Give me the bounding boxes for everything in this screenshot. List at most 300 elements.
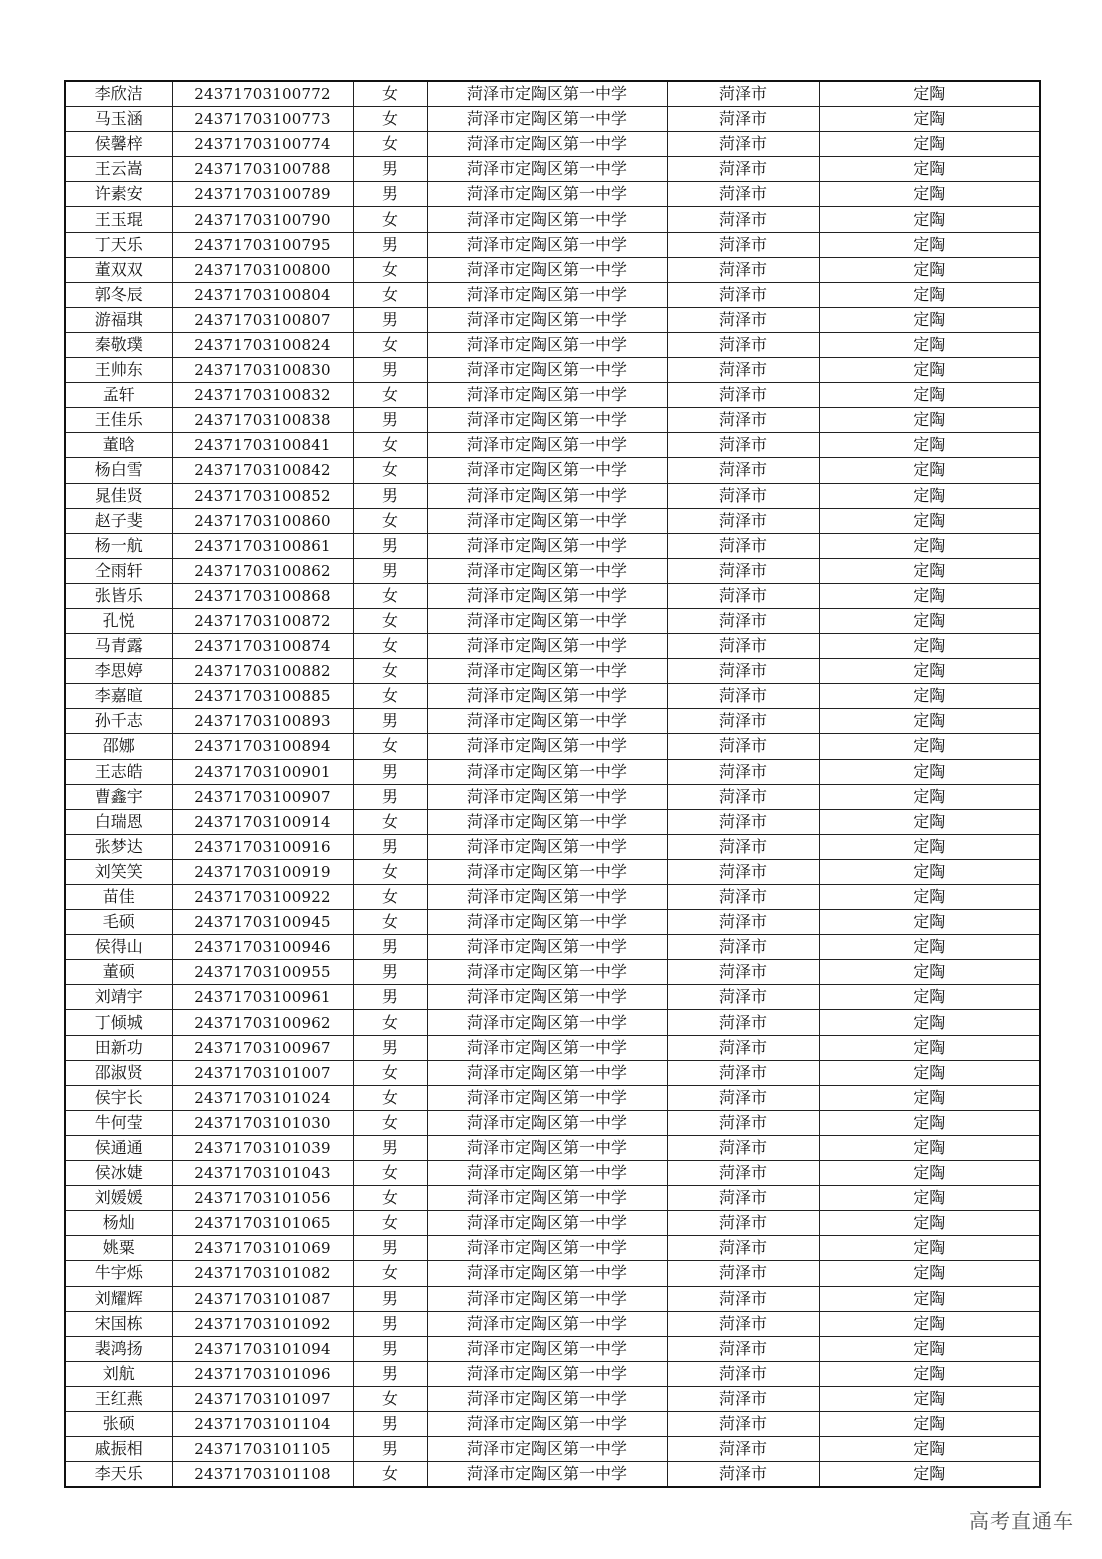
name-cell: 李天乐 [65, 1462, 172, 1488]
city-cell: 菏泽市 [667, 885, 819, 910]
name-cell: 张皆乐 [65, 583, 172, 608]
city-cell: 菏泽市 [667, 809, 819, 834]
name-cell: 侯得山 [65, 935, 172, 960]
gender-cell: 女 [353, 282, 427, 307]
table-row [65, 533, 1040, 558]
table-row [65, 458, 1040, 483]
gender-cell: 女 [353, 583, 427, 608]
table-row [65, 332, 1040, 357]
table-row [65, 1135, 1040, 1160]
gender-cell: 女 [353, 257, 427, 282]
table-row [65, 1462, 1040, 1488]
exam-id-cell: 24371703101024 [172, 1085, 353, 1110]
school-cell: 菏泽市定陶区第一中学 [427, 734, 667, 759]
city-cell: 菏泽市 [667, 985, 819, 1010]
gender-cell: 女 [353, 809, 427, 834]
school-cell: 菏泽市定陶区第一中学 [427, 483, 667, 508]
city-cell: 菏泽市 [667, 558, 819, 583]
school-cell: 菏泽市定陶区第一中学 [427, 508, 667, 533]
city-cell: 菏泽市 [667, 859, 819, 884]
name-cell: 邵娜 [65, 734, 172, 759]
name-cell: 杨灿 [65, 1211, 172, 1236]
district-cell: 定陶 [819, 634, 1040, 659]
exam-id-cell: 24371703100894 [172, 734, 353, 759]
district-cell: 定陶 [819, 859, 1040, 884]
district-cell: 定陶 [819, 1386, 1040, 1411]
gender-cell: 女 [353, 1462, 427, 1488]
table-row [65, 1261, 1040, 1286]
school-cell: 菏泽市定陶区第一中学 [427, 458, 667, 483]
district-cell: 定陶 [819, 1462, 1040, 1488]
gender-cell: 男 [353, 960, 427, 985]
name-cell: 侯宇长 [65, 1085, 172, 1110]
district-cell: 定陶 [819, 809, 1040, 834]
gender-cell: 女 [353, 1211, 427, 1236]
district-cell: 定陶 [819, 1286, 1040, 1311]
district-cell: 定陶 [819, 1035, 1040, 1060]
city-cell: 菏泽市 [667, 508, 819, 533]
name-cell: 许素安 [65, 182, 172, 207]
name-cell: 杨一航 [65, 533, 172, 558]
school-cell: 菏泽市定陶区第一中学 [427, 1186, 667, 1211]
city-cell: 菏泽市 [667, 157, 819, 182]
gender-cell: 女 [353, 634, 427, 659]
school-cell: 菏泽市定陶区第一中学 [427, 533, 667, 558]
city-cell: 菏泽市 [667, 709, 819, 734]
name-cell: 王红燕 [65, 1386, 172, 1411]
city-cell: 菏泽市 [667, 583, 819, 608]
school-cell: 菏泽市定陶区第一中学 [427, 809, 667, 834]
city-cell: 菏泽市 [667, 659, 819, 684]
gender-cell: 女 [353, 1110, 427, 1135]
city-cell: 菏泽市 [667, 182, 819, 207]
gender-cell: 男 [353, 1286, 427, 1311]
school-cell: 菏泽市定陶区第一中学 [427, 1010, 667, 1035]
district-cell: 定陶 [819, 910, 1040, 935]
city-cell: 菏泽市 [667, 1110, 819, 1135]
exam-id-cell: 24371703100946 [172, 935, 353, 960]
exam-id-cell: 24371703101039 [172, 1135, 353, 1160]
city-cell: 菏泽市 [667, 734, 819, 759]
name-cell: 董晗 [65, 433, 172, 458]
district-cell: 定陶 [819, 383, 1040, 408]
school-cell: 菏泽市定陶区第一中学 [427, 1035, 667, 1060]
district-cell: 定陶 [819, 533, 1040, 558]
city-cell: 菏泽市 [667, 834, 819, 859]
table-row [65, 1211, 1040, 1236]
name-cell: 姚粟 [65, 1236, 172, 1261]
table-row [65, 558, 1040, 583]
district-cell: 定陶 [819, 433, 1040, 458]
table-row [65, 985, 1040, 1010]
district-cell: 定陶 [819, 558, 1040, 583]
exam-id-cell: 24371703100874 [172, 634, 353, 659]
gender-cell: 男 [353, 358, 427, 383]
gender-cell: 女 [353, 684, 427, 709]
gender-cell: 男 [353, 1035, 427, 1060]
name-cell: 杨白雪 [65, 458, 172, 483]
city-cell: 菏泽市 [667, 408, 819, 433]
school-cell: 菏泽市定陶区第一中学 [427, 307, 667, 332]
school-cell: 菏泽市定陶区第一中学 [427, 985, 667, 1010]
school-cell: 菏泽市定陶区第一中学 [427, 358, 667, 383]
name-cell: 丁天乐 [65, 232, 172, 257]
exam-id-cell: 24371703100862 [172, 558, 353, 583]
table-row [65, 1010, 1040, 1035]
gender-cell: 男 [353, 834, 427, 859]
school-cell: 菏泽市定陶区第一中学 [427, 684, 667, 709]
table-row [65, 684, 1040, 709]
name-cell: 刘笑笑 [65, 859, 172, 884]
city-cell: 菏泽市 [667, 1186, 819, 1211]
name-cell: 王云嵩 [65, 157, 172, 182]
gender-cell: 女 [353, 859, 427, 884]
exam-id-cell: 24371703100824 [172, 332, 353, 357]
district-cell: 定陶 [819, 1211, 1040, 1236]
city-cell: 菏泽市 [667, 533, 819, 558]
table-row [65, 1411, 1040, 1436]
gender-cell: 女 [353, 608, 427, 633]
city-cell: 菏泽市 [667, 1236, 819, 1261]
school-cell: 菏泽市定陶区第一中学 [427, 1110, 667, 1135]
table-row [65, 157, 1040, 182]
name-cell: 赵子斐 [65, 508, 172, 533]
gender-cell: 男 [353, 1361, 427, 1386]
school-cell: 菏泽市定陶区第一中学 [427, 1261, 667, 1286]
name-cell: 马玉涵 [65, 107, 172, 132]
exam-id-cell: 24371703101097 [172, 1386, 353, 1411]
city-cell: 菏泽市 [667, 1135, 819, 1160]
exam-id-cell: 24371703100919 [172, 859, 353, 884]
gender-cell: 女 [353, 885, 427, 910]
city-cell: 菏泽市 [667, 1085, 819, 1110]
table-row [65, 182, 1040, 207]
district-cell: 定陶 [819, 157, 1040, 182]
gender-cell: 女 [353, 659, 427, 684]
gender-cell: 男 [353, 1311, 427, 1336]
exam-id-cell: 24371703100962 [172, 1010, 353, 1035]
roster-body [65, 81, 1040, 1487]
exam-id-cell: 24371703101007 [172, 1060, 353, 1085]
table-row [65, 859, 1040, 884]
exam-id-cell: 24371703101065 [172, 1211, 353, 1236]
exam-id-cell: 24371703101056 [172, 1186, 353, 1211]
exam-id-cell: 24371703100901 [172, 759, 353, 784]
district-cell: 定陶 [819, 1085, 1040, 1110]
school-cell: 菏泽市定陶区第一中学 [427, 1311, 667, 1336]
exam-id-cell: 24371703100800 [172, 257, 353, 282]
district-cell: 定陶 [819, 1236, 1040, 1261]
exam-id-cell: 24371703101105 [172, 1437, 353, 1462]
table-row [65, 709, 1040, 734]
gender-cell: 男 [353, 307, 427, 332]
table-row [65, 659, 1040, 684]
table-row [65, 107, 1040, 132]
district-cell: 定陶 [819, 608, 1040, 633]
gender-cell: 男 [353, 985, 427, 1010]
table-row [65, 1186, 1040, 1211]
exam-id-cell: 24371703100955 [172, 960, 353, 985]
district-cell: 定陶 [819, 1361, 1040, 1386]
district-cell: 定陶 [819, 207, 1040, 232]
district-cell: 定陶 [819, 935, 1040, 960]
name-cell: 牛宇烁 [65, 1261, 172, 1286]
district-cell: 定陶 [819, 107, 1040, 132]
name-cell: 毛硕 [65, 910, 172, 935]
district-cell: 定陶 [819, 232, 1040, 257]
school-cell: 菏泽市定陶区第一中学 [427, 1386, 667, 1411]
city-cell: 菏泽市 [667, 1035, 819, 1060]
table-row [65, 1437, 1040, 1462]
district-cell: 定陶 [819, 1411, 1040, 1436]
city-cell: 菏泽市 [667, 1411, 819, 1436]
city-cell: 菏泽市 [667, 232, 819, 257]
district-cell: 定陶 [819, 734, 1040, 759]
table-row [65, 132, 1040, 157]
city-cell: 菏泽市 [667, 910, 819, 935]
name-cell: 晁佳贤 [65, 483, 172, 508]
district-cell: 定陶 [819, 1110, 1040, 1135]
school-cell: 菏泽市定陶区第一中学 [427, 885, 667, 910]
gender-cell: 男 [353, 533, 427, 558]
school-cell: 菏泽市定陶区第一中学 [427, 1336, 667, 1361]
school-cell: 菏泽市定陶区第一中学 [427, 408, 667, 433]
exam-id-cell: 24371703100841 [172, 433, 353, 458]
table-row [65, 734, 1040, 759]
table-row [65, 809, 1040, 834]
district-cell: 定陶 [819, 483, 1040, 508]
gender-cell: 女 [353, 508, 427, 533]
gender-cell: 女 [353, 1386, 427, 1411]
name-cell: 秦敬璞 [65, 332, 172, 357]
name-cell: 丁倾城 [65, 1010, 172, 1035]
table-row [65, 508, 1040, 533]
exam-id-cell: 24371703100842 [172, 458, 353, 483]
district-cell: 定陶 [819, 759, 1040, 784]
table-row [65, 358, 1040, 383]
city-cell: 菏泽市 [667, 684, 819, 709]
table-row [65, 910, 1040, 935]
table-row [65, 1110, 1040, 1135]
gender-cell: 女 [353, 1261, 427, 1286]
city-cell: 菏泽市 [667, 483, 819, 508]
name-cell: 孔悦 [65, 608, 172, 633]
district-cell: 定陶 [819, 709, 1040, 734]
city-cell: 菏泽市 [667, 1010, 819, 1035]
exam-id-cell: 24371703101087 [172, 1286, 353, 1311]
district-cell: 定陶 [819, 834, 1040, 859]
school-cell: 菏泽市定陶区第一中学 [427, 1236, 667, 1261]
city-cell: 菏泽市 [667, 1462, 819, 1488]
district-cell: 定陶 [819, 960, 1040, 985]
district-cell: 定陶 [819, 784, 1040, 809]
gender-cell: 女 [353, 1085, 427, 1110]
table-row [65, 885, 1040, 910]
table-row [65, 81, 1040, 107]
name-cell: 戚振相 [65, 1437, 172, 1462]
exam-id-cell: 24371703101104 [172, 1411, 353, 1436]
table-row [65, 1311, 1040, 1336]
city-cell: 菏泽市 [667, 358, 819, 383]
exam-id-cell: 24371703100807 [172, 307, 353, 332]
district-cell: 定陶 [819, 81, 1040, 107]
gender-cell: 女 [353, 1161, 427, 1186]
school-cell: 菏泽市定陶区第一中学 [427, 383, 667, 408]
district-cell: 定陶 [819, 659, 1040, 684]
school-cell: 菏泽市定陶区第一中学 [427, 207, 667, 232]
school-cell: 菏泽市定陶区第一中学 [427, 834, 667, 859]
table-row [65, 935, 1040, 960]
name-cell: 侯通通 [65, 1135, 172, 1160]
name-cell: 李欣洁 [65, 81, 172, 107]
gender-cell: 女 [353, 458, 427, 483]
exam-id-cell: 24371703100789 [172, 182, 353, 207]
exam-id-cell: 24371703100804 [172, 282, 353, 307]
exam-id-cell: 24371703101096 [172, 1361, 353, 1386]
school-cell: 菏泽市定陶区第一中学 [427, 1060, 667, 1085]
city-cell: 菏泽市 [667, 759, 819, 784]
district-cell: 定陶 [819, 1261, 1040, 1286]
table-row [65, 759, 1040, 784]
table-row [65, 1161, 1040, 1186]
table-row [65, 257, 1040, 282]
city-cell: 菏泽市 [667, 1311, 819, 1336]
exam-id-cell: 24371703100861 [172, 533, 353, 558]
gender-cell: 男 [353, 759, 427, 784]
name-cell: 刘靖宇 [65, 985, 172, 1010]
gender-cell: 女 [353, 1060, 427, 1085]
district-cell: 定陶 [819, 583, 1040, 608]
school-cell: 菏泽市定陶区第一中学 [427, 784, 667, 809]
school-cell: 菏泽市定陶区第一中学 [427, 182, 667, 207]
table-row [65, 383, 1040, 408]
school-cell: 菏泽市定陶区第一中学 [427, 1361, 667, 1386]
gender-cell: 男 [353, 232, 427, 257]
gender-cell: 女 [353, 1010, 427, 1035]
city-cell: 菏泽市 [667, 433, 819, 458]
city-cell: 菏泽市 [667, 1361, 819, 1386]
name-cell: 裴鸿扬 [65, 1336, 172, 1361]
district-cell: 定陶 [819, 508, 1040, 533]
school-cell: 菏泽市定陶区第一中学 [427, 1462, 667, 1488]
name-cell: 刘媛媛 [65, 1186, 172, 1211]
district-cell: 定陶 [819, 307, 1040, 332]
district-cell: 定陶 [819, 1437, 1040, 1462]
exam-id-cell: 24371703100872 [172, 608, 353, 633]
exam-id-cell: 24371703100774 [172, 132, 353, 157]
district-cell: 定陶 [819, 1161, 1040, 1186]
gender-cell: 男 [353, 157, 427, 182]
name-cell: 刘耀辉 [65, 1286, 172, 1311]
exam-id-cell: 24371703100868 [172, 583, 353, 608]
school-cell: 菏泽市定陶区第一中学 [427, 332, 667, 357]
table-row [65, 834, 1040, 859]
city-cell: 菏泽市 [667, 1336, 819, 1361]
district-cell: 定陶 [819, 182, 1040, 207]
city-cell: 菏泽市 [667, 1211, 819, 1236]
school-cell: 菏泽市定陶区第一中学 [427, 659, 667, 684]
school-cell: 菏泽市定陶区第一中学 [427, 608, 667, 633]
name-cell: 孟轩 [65, 383, 172, 408]
table-row [65, 1085, 1040, 1110]
school-cell: 菏泽市定陶区第一中学 [427, 1211, 667, 1236]
name-cell: 郭冬辰 [65, 282, 172, 307]
gender-cell: 女 [353, 910, 427, 935]
name-cell: 白瑞恩 [65, 809, 172, 834]
school-cell: 菏泽市定陶区第一中学 [427, 1286, 667, 1311]
exam-id-cell: 24371703100967 [172, 1035, 353, 1060]
gender-cell: 女 [353, 107, 427, 132]
name-cell: 王佳乐 [65, 408, 172, 433]
gender-cell: 男 [353, 935, 427, 960]
exam-id-cell: 24371703100885 [172, 684, 353, 709]
gender-cell: 女 [353, 132, 427, 157]
gender-cell: 女 [353, 207, 427, 232]
district-cell: 定陶 [819, 458, 1040, 483]
district-cell: 定陶 [819, 985, 1040, 1010]
city-cell: 菏泽市 [667, 1386, 819, 1411]
school-cell: 菏泽市定陶区第一中学 [427, 282, 667, 307]
city-cell: 菏泽市 [667, 784, 819, 809]
name-cell: 张梦达 [65, 834, 172, 859]
table-row [65, 207, 1040, 232]
table-row [65, 232, 1040, 257]
city-cell: 菏泽市 [667, 307, 819, 332]
school-cell: 菏泽市定陶区第一中学 [427, 960, 667, 985]
school-cell: 菏泽市定陶区第一中学 [427, 257, 667, 282]
name-cell: 王帅东 [65, 358, 172, 383]
name-cell: 侯馨梓 [65, 132, 172, 157]
school-cell: 菏泽市定陶区第一中学 [427, 1085, 667, 1110]
exam-id-cell: 24371703100961 [172, 985, 353, 1010]
gender-cell: 男 [353, 1437, 427, 1462]
district-cell: 定陶 [819, 885, 1040, 910]
gender-cell: 女 [353, 734, 427, 759]
exam-id-cell: 24371703100916 [172, 834, 353, 859]
district-cell: 定陶 [819, 132, 1040, 157]
name-cell: 李思婷 [65, 659, 172, 684]
city-cell: 菏泽市 [667, 107, 819, 132]
exam-id-cell: 24371703100852 [172, 483, 353, 508]
name-cell: 仝雨轩 [65, 558, 172, 583]
exam-id-cell: 24371703100772 [172, 81, 353, 107]
district-cell: 定陶 [819, 1311, 1040, 1336]
gender-cell: 女 [353, 1186, 427, 1211]
city-cell: 菏泽市 [667, 1261, 819, 1286]
roster-table [64, 80, 1041, 1488]
name-cell: 孙千志 [65, 709, 172, 734]
exam-id-cell: 24371703100838 [172, 408, 353, 433]
name-cell: 马青露 [65, 634, 172, 659]
table-row [65, 960, 1040, 985]
name-cell: 董双双 [65, 257, 172, 282]
name-cell: 张硕 [65, 1411, 172, 1436]
watermark-text: 高考直通车 [969, 1509, 1074, 1533]
city-cell: 菏泽市 [667, 1161, 819, 1186]
district-cell: 定陶 [819, 257, 1040, 282]
district-cell: 定陶 [819, 1336, 1040, 1361]
school-cell: 菏泽市定陶区第一中学 [427, 157, 667, 182]
city-cell: 菏泽市 [667, 1286, 819, 1311]
exam-id-cell: 24371703101094 [172, 1336, 353, 1361]
school-cell: 菏泽市定陶区第一中学 [427, 132, 667, 157]
district-cell: 定陶 [819, 332, 1040, 357]
school-cell: 菏泽市定陶区第一中学 [427, 558, 667, 583]
school-cell: 菏泽市定陶区第一中学 [427, 1437, 667, 1462]
exam-id-cell: 24371703101043 [172, 1161, 353, 1186]
exam-id-cell: 24371703101092 [172, 1311, 353, 1336]
gender-cell: 男 [353, 182, 427, 207]
